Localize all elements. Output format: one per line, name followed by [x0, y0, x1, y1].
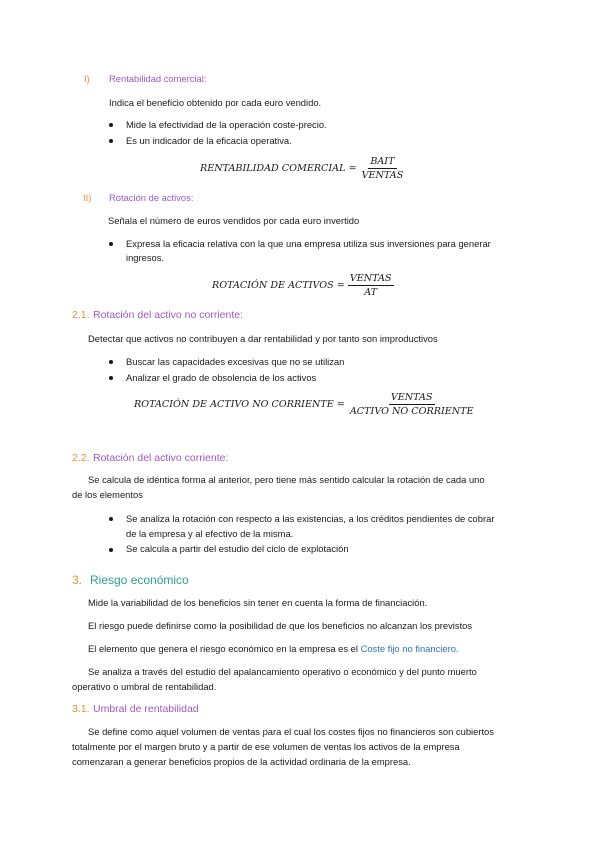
section-I-bullet-2: Es un indicador de la eficacia operativa. — [126, 135, 292, 146]
formula-lhs: ROTACIÓN DE ACTIVO NO CORRIENTE = — [134, 399, 345, 410]
formula-denominator: ACTIVO NO CORRIENTE — [349, 406, 474, 417]
formula-lhs: ROTACIÓN DE ACTIVOS = — [212, 280, 345, 291]
section-3-title: Riesgo económico — [90, 573, 189, 587]
formula-fraction — [348, 392, 476, 417]
section-3-1-line2: totalmente por el margen bruto y a partir de ese volumen de ventas los activos de la empresa — [72, 741, 460, 752]
section-2-2-text-line1: Se calcula de idéntica forma al anterior, pero tiene más sentido calcular la rotación de cada uno — [88, 474, 485, 485]
section-2-1-title: Rotación del activo no corriente: — [93, 309, 243, 321]
formula-rotacion-activo-no-corriente — [134, 392, 476, 417]
section-2-2-title: Rotación del activo corriente: — [93, 452, 229, 464]
section-3-1-title: Umbral de rentabilidad — [93, 703, 199, 715]
formula-lhs: RENTABILIDAD COMERCIAL = — [200, 163, 357, 174]
section-3-paragraph-4-line2: operativo o umbral de rentabilidad. — [72, 681, 217, 692]
formula-denominator: VENTAS — [361, 170, 404, 181]
formula-numerator: VENTAS — [349, 273, 392, 284]
section-2-2-text-line2: de los elementos — [72, 489, 143, 500]
formula-fraction — [348, 273, 394, 298]
section-3-paragraph-4-line1: Se analiza a través del estudio del apalancamiento operativo o económico y del punto muerto — [88, 666, 477, 677]
section-II-title: Rotación de activos: — [109, 192, 194, 203]
section-2-1-bullet-1: Buscar las capacidades excesivas que no se utilizan — [126, 356, 345, 367]
section-II-bullet-line2: ingresos. — [126, 252, 165, 263]
section-II-bullet-line1: Expresa la eficacia relativa con la que una empresa utiliza sus inversiones para generar — [126, 238, 491, 249]
section-3-paragraph-3-text: El elemento que genera el riesgo económico en la empresa es el — [88, 643, 361, 654]
formula-rotacion-activos — [212, 273, 394, 298]
formula-numerator: BAIT — [370, 156, 395, 167]
bullet-icon — [109, 376, 113, 380]
formula-denominator: AT — [364, 287, 378, 298]
section-3-paragraph-3 — [88, 643, 459, 655]
section-3-1-number: 3.1. — [72, 703, 90, 715]
section-I-text: Indica el beneficio obtenido por cada euro vendido. — [109, 97, 322, 108]
coste-fijo-highlight: Coste fijo no financiero. — [360, 643, 459, 654]
bullet-icon — [109, 242, 113, 246]
formula-rentabilidad-comercial — [200, 156, 405, 181]
section-3-1-line3: comenzaran a generar beneficios propios de la actividad ordinaria de la empresa. — [72, 756, 411, 767]
bullet-icon — [109, 548, 113, 552]
formula-numerator: VENTAS — [390, 392, 433, 403]
section-2-1-number: 2.1. — [72, 309, 90, 321]
section-II-number: II) — [83, 192, 92, 203]
formula-fraction — [360, 156, 406, 181]
section-3-1-line1: Se define como aquel volumen de ventas para el cual los costes fijos no financieros son cubiertos — [88, 726, 494, 737]
bullet-icon — [109, 123, 113, 127]
section-2-2-bullet-1-line1: Se analiza la rotación con respecto a las existencias, a los créditos pendientes de cobrar — [126, 513, 495, 524]
section-2-1-text: Detectar que activos no contribuyen a dar rentabilidad y por tanto son improductivos — [88, 333, 438, 344]
section-I-bullet-1: Mide la efectividad de la operación coste-precio. — [126, 119, 327, 130]
bullet-icon — [109, 360, 113, 364]
section-I-number: I) — [84, 73, 90, 84]
section-2-2-bullet-1-line2: de la empresa y al efectivo de la misma. — [126, 528, 294, 539]
section-2-2-bullet-2: Se calcula a partir del estudio del ciclo de explotación — [126, 543, 349, 554]
section-2-2-number: 2.2. — [72, 452, 90, 464]
section-II-text: Señala el número de euros vendidos por cada euro invertido — [108, 215, 360, 226]
section-I-title: Rentabilidad comercial: — [109, 73, 207, 84]
bullet-icon — [109, 139, 113, 143]
bullet-icon — [109, 517, 113, 521]
section-3-paragraph-1: Mide la variabilidad de los beneficios sin tener en cuenta la forma de financiación. — [88, 597, 428, 608]
section-3-paragraph-2: El riesgo puede definirse como la posibilidad de que los beneficios no alcanzan los previstos — [88, 620, 473, 631]
section-2-1-bullet-2: Analizar el grado de obsolencia de los activos — [126, 372, 317, 383]
section-3-number: 3. — [72, 573, 83, 587]
